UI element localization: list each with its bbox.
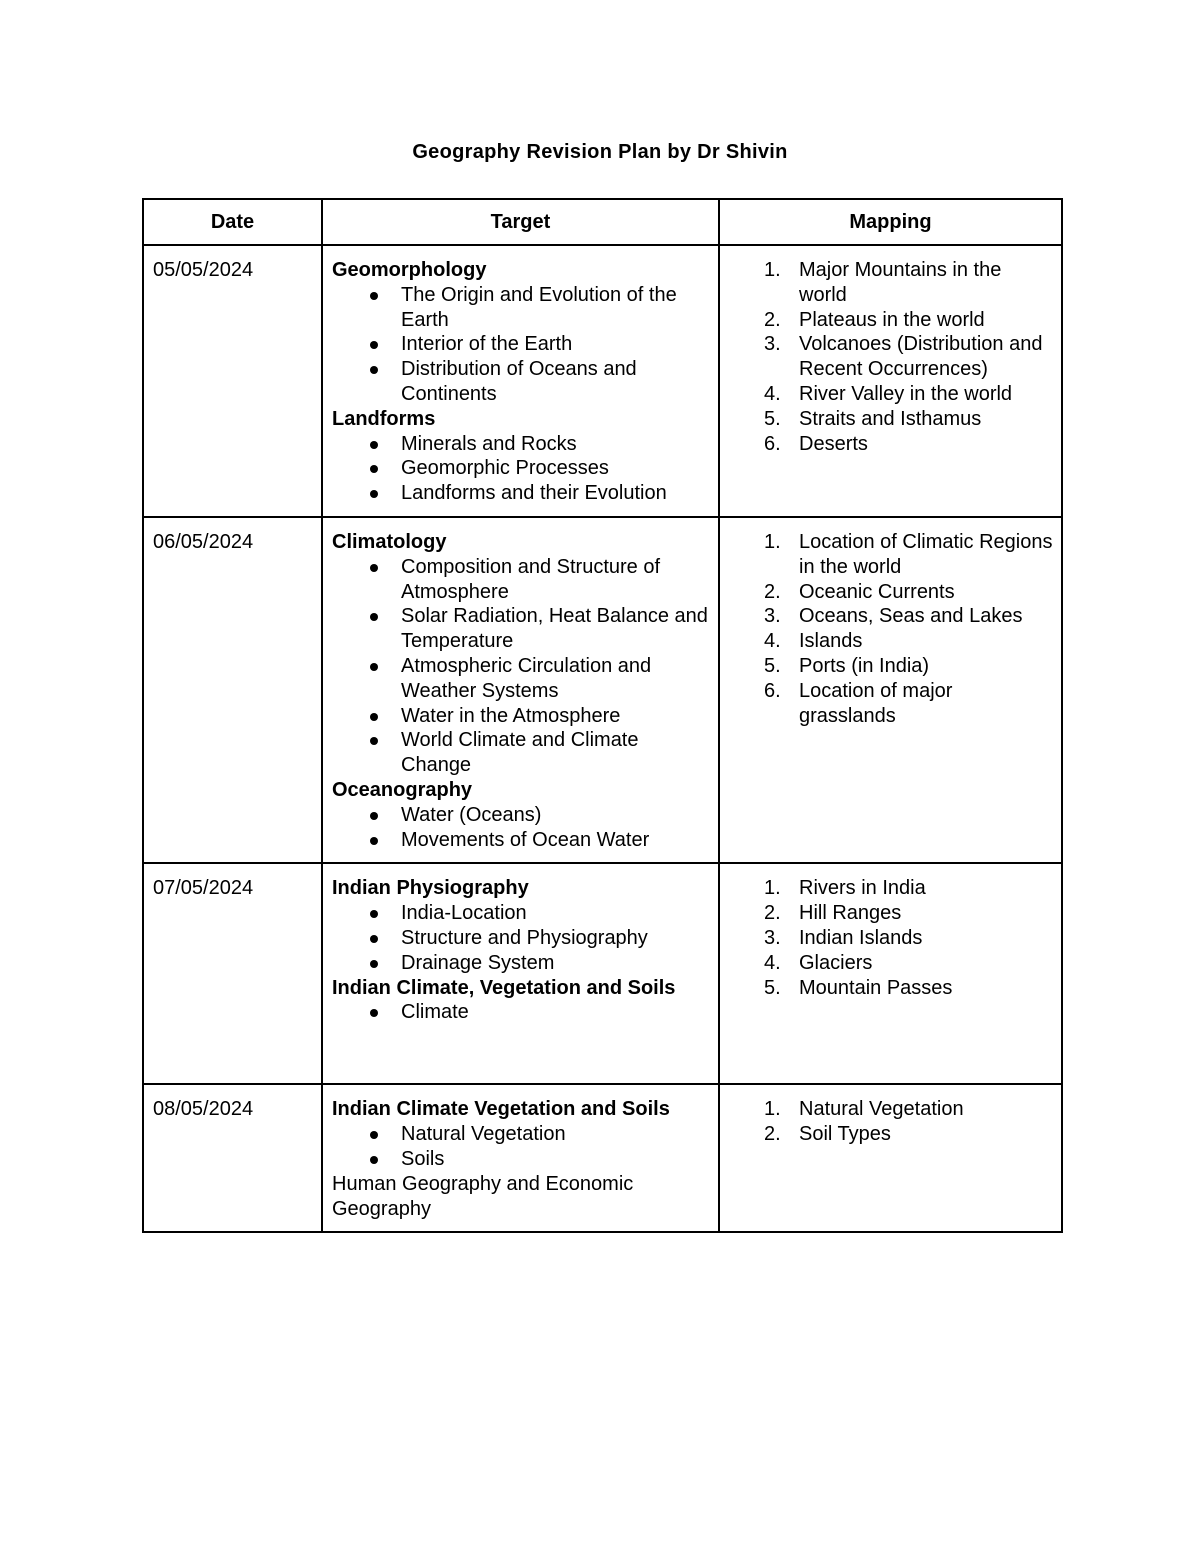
mapping-item-number: 2. bbox=[764, 1123, 781, 1146]
mapping-item-text: Indian Islands bbox=[799, 926, 923, 949]
topic-item: Climate bbox=[332, 1000, 710, 1025]
mapping-item-number: 1. bbox=[764, 259, 781, 281]
mapping-item bbox=[729, 530, 1053, 580]
topic-list bbox=[332, 1000, 710, 1025]
topic-item: Landforms and their Evolution bbox=[332, 481, 710, 506]
topic-item: Soils bbox=[332, 1147, 710, 1172]
mapping-item bbox=[729, 258, 1053, 308]
table-row bbox=[143, 863, 1062, 1084]
mapping-item bbox=[729, 332, 1053, 382]
mapping-item-text: Volcanoes (Distribution and Recent Occurrences) bbox=[799, 333, 1043, 381]
table-row bbox=[143, 517, 1062, 863]
target-cell bbox=[322, 517, 719, 863]
mapping-item-text: Islands bbox=[799, 630, 863, 653]
topic-item: Natural Vegetation bbox=[332, 1122, 710, 1147]
mapping-item-number: 2. bbox=[764, 580, 781, 603]
mapping-item-text: Plateaus in the world bbox=[799, 308, 985, 331]
topic-list bbox=[332, 803, 710, 853]
table-row bbox=[143, 1084, 1062, 1232]
mapping-item-number: 3. bbox=[764, 333, 781, 356]
mapping-item-text: Oceans, Seas and Lakes bbox=[799, 605, 1023, 628]
target-cell bbox=[322, 863, 719, 1084]
topic-heading: Landforms bbox=[332, 407, 436, 430]
topic-item: India-Location bbox=[332, 901, 710, 926]
topic-list bbox=[332, 901, 710, 975]
date-column-header: Date bbox=[143, 199, 322, 245]
page-title: Geography Revision Plan by Dr Shivin bbox=[412, 141, 788, 163]
topic-item: Water in the Atmosphere bbox=[332, 704, 710, 729]
mapping-item-number: 6. bbox=[764, 679, 781, 702]
mapping-item-number: 4. bbox=[764, 630, 781, 653]
mapping-list bbox=[729, 530, 1053, 728]
mapping-item-number: 3. bbox=[764, 605, 781, 628]
mapping-item bbox=[729, 382, 1053, 407]
topic-heading: Indian Physiography bbox=[332, 877, 529, 900]
mapping-item-text: Location of Climatic Regions in the world bbox=[799, 530, 1053, 578]
mapping-cell bbox=[719, 517, 1062, 863]
mapping-item bbox=[729, 407, 1053, 432]
mapping-item-text: Hill Ranges bbox=[799, 902, 902, 925]
date-cell: 05/05/2024 bbox=[143, 245, 322, 517]
topic-heading: Geomorphology bbox=[332, 259, 487, 281]
mapping-item bbox=[729, 876, 1053, 901]
mapping-item-text: Location of major grasslands bbox=[799, 679, 953, 727]
mapping-item-text: Mountain Passes bbox=[799, 976, 953, 999]
mapping-item-text: Major Mountains in the world bbox=[799, 259, 1002, 306]
mapping-item bbox=[729, 654, 1053, 679]
mapping-list bbox=[729, 876, 1053, 1000]
table-row bbox=[143, 245, 1062, 517]
topic-item: Composition and Structure of Atmosphere bbox=[332, 555, 710, 605]
mapping-cell bbox=[719, 245, 1062, 517]
topic-list bbox=[332, 432, 710, 506]
mapping-item bbox=[729, 1122, 1053, 1147]
mapping-item-text: Natural Vegetation bbox=[799, 1098, 964, 1121]
topic-item: Atmospheric Circulation and Weather Systems bbox=[332, 654, 710, 704]
target-cell bbox=[322, 1084, 719, 1232]
mapping-item-number: 3. bbox=[764, 926, 781, 949]
mapping-item-number: 5. bbox=[764, 407, 781, 430]
mapping-item-number: 5. bbox=[764, 976, 781, 999]
mapping-item bbox=[729, 901, 1053, 926]
topic-list bbox=[332, 1122, 710, 1172]
topic-list bbox=[332, 283, 710, 407]
mapping-item-number: 4. bbox=[764, 951, 781, 974]
target-column-header: Target bbox=[322, 199, 719, 245]
topic-list bbox=[332, 555, 710, 778]
topic-heading: Oceanography bbox=[332, 778, 473, 801]
mapping-item-text: Oceanic Currents bbox=[799, 580, 955, 603]
mapping-item-text: Ports (in India) bbox=[799, 654, 930, 677]
mapping-item-text: Straits and Isthamus bbox=[799, 407, 982, 430]
date-cell: 07/05/2024 bbox=[143, 863, 322, 1084]
table-body bbox=[143, 245, 1062, 1232]
mapping-item bbox=[729, 432, 1053, 457]
mapping-item bbox=[729, 1097, 1053, 1122]
topic-item: Drainage System bbox=[332, 951, 710, 976]
table-header-row bbox=[143, 199, 1062, 245]
topic-item: The Origin and Evolution of the Earth bbox=[332, 283, 710, 333]
mapping-item-number: 4. bbox=[764, 382, 781, 405]
topic-item: Water (Oceans) bbox=[332, 803, 710, 828]
mapping-item-number: 2. bbox=[764, 902, 781, 925]
topic-heading: Indian Climate Vegetation and Soils bbox=[332, 1098, 670, 1121]
mapping-item-text: Soil Types bbox=[799, 1123, 891, 1146]
mapping-cell bbox=[719, 863, 1062, 1084]
topic-heading: Indian Climate, Vegetation and Soils bbox=[332, 976, 676, 999]
topic-item: Interior of the Earth bbox=[332, 332, 710, 357]
mapping-item bbox=[729, 926, 1053, 951]
topic-item: Minerals and Rocks bbox=[332, 432, 710, 457]
mapping-item-text: Glaciers bbox=[799, 951, 873, 974]
mapping-item-number: 2. bbox=[764, 308, 781, 331]
topic-item: Solar Radiation, Heat Balance and Temperature bbox=[332, 604, 710, 654]
date-cell: 08/05/2024 bbox=[143, 1084, 322, 1232]
mapping-item bbox=[729, 629, 1053, 654]
mapping-column-header: Mapping bbox=[719, 199, 1062, 245]
mapping-item-number: 5. bbox=[764, 654, 781, 677]
mapping-item bbox=[729, 951, 1053, 976]
mapping-item bbox=[729, 580, 1053, 605]
mapping-list bbox=[729, 258, 1053, 456]
date-cell: 06/05/2024 bbox=[143, 517, 322, 863]
topic-item: Geomorphic Processes bbox=[332, 456, 710, 481]
topic-item: Distribution of Oceans and Continents bbox=[332, 357, 710, 407]
mapping-item bbox=[729, 308, 1053, 333]
mapping-cell bbox=[719, 1084, 1062, 1232]
mapping-item-number: 1. bbox=[764, 877, 781, 900]
mapping-item-number: 1. bbox=[764, 1098, 781, 1121]
mapping-item bbox=[729, 976, 1053, 1001]
mapping-item-number: 6. bbox=[764, 432, 781, 455]
mapping-item-number: 1. bbox=[764, 530, 781, 553]
mapping-list bbox=[729, 1097, 1053, 1147]
target-cell bbox=[322, 245, 719, 517]
mapping-item bbox=[729, 604, 1053, 629]
target-note: Human Geography and Economic Geography bbox=[332, 1172, 634, 1220]
mapping-item-text: Deserts bbox=[799, 432, 868, 455]
topic-item: Movements of Ocean Water bbox=[332, 828, 710, 853]
topic-item: Structure and Physiography bbox=[332, 926, 710, 951]
topic-item: World Climate and Climate Change bbox=[332, 728, 710, 778]
topic-heading: Climatology bbox=[332, 530, 447, 553]
mapping-item bbox=[729, 679, 1053, 729]
mapping-item-text: River Valley in the world bbox=[799, 382, 1013, 405]
revision-plan-table bbox=[142, 198, 1063, 1233]
mapping-item-text: Rivers in India bbox=[799, 877, 926, 900]
